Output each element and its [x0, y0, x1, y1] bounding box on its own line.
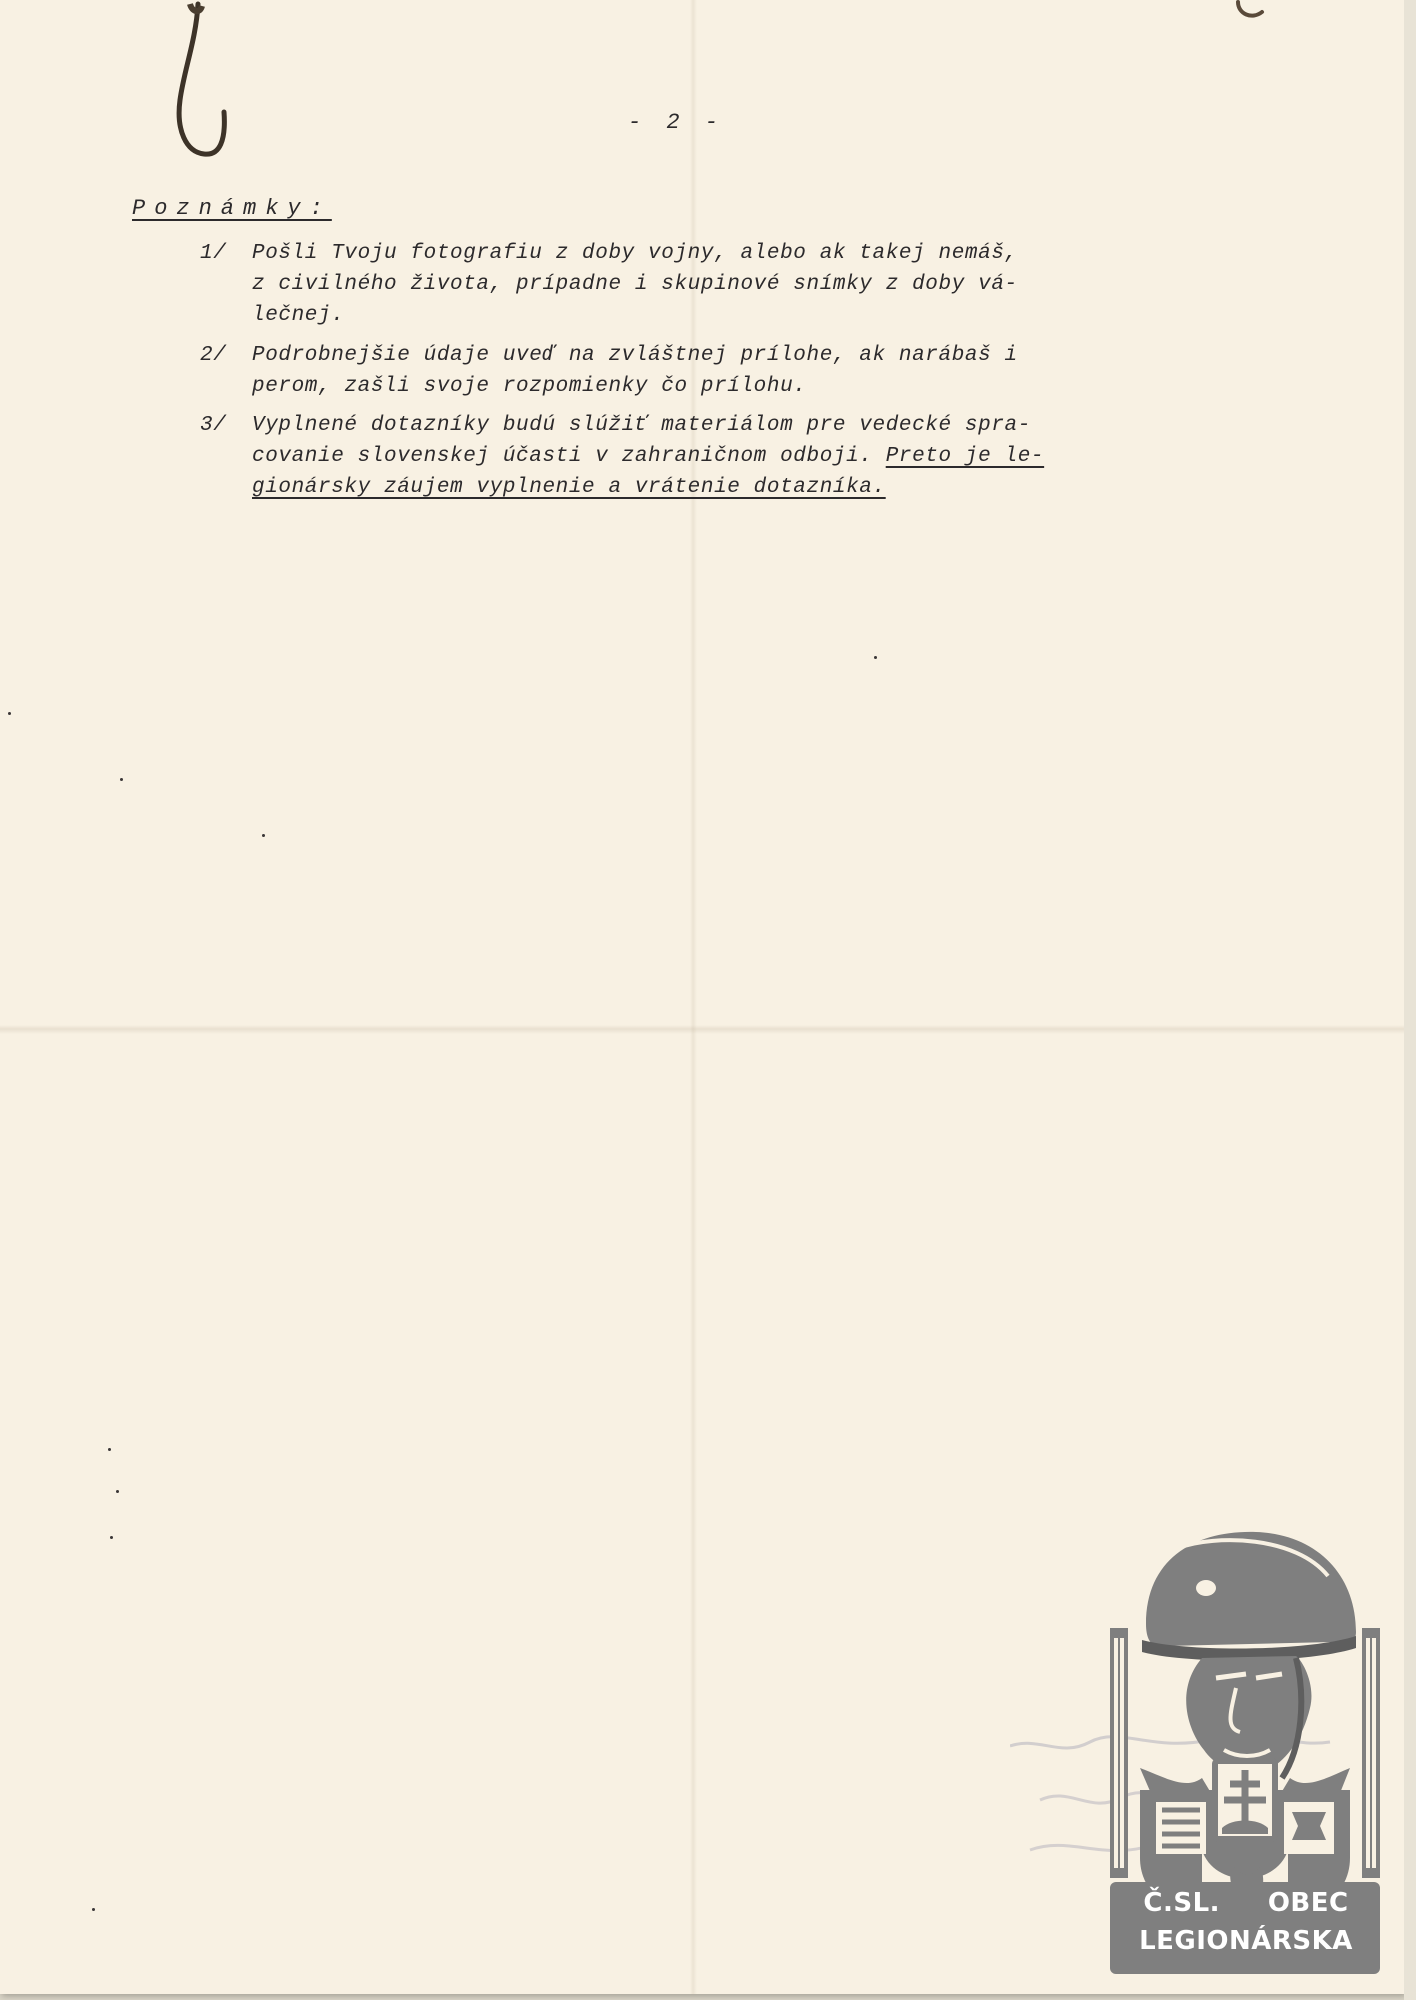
- note-item: [200, 238, 1290, 331]
- logo-text-left: Č.SL.: [1143, 1888, 1221, 1918]
- note-line: [200, 441, 1290, 472]
- note-line: Pošli Tvoju fotografiu z doby vojny, alebo ak takej nemáš,: [252, 242, 1018, 265]
- ink-speck: [262, 834, 265, 837]
- underlined-text: gionársky záujem vyplnenie a vrátenie dotazníka.: [252, 476, 886, 499]
- staple-mark: [160, 0, 240, 170]
- note-item: [200, 410, 1290, 503]
- ink-scuff: [1232, 0, 1272, 24]
- ink-speck: [110, 1536, 113, 1539]
- ink-speck: [874, 656, 877, 659]
- note-number: 2/: [200, 344, 227, 367]
- ink-speck: [120, 778, 123, 781]
- note-text: covanie slovenskej účasti v zahraničnom odboji.: [252, 445, 886, 468]
- note-number: 1/: [200, 242, 227, 265]
- note-item: [200, 340, 1290, 402]
- scan-edge: [1404, 0, 1416, 2000]
- note-line: [200, 472, 1290, 503]
- ink-speck: [8, 712, 11, 715]
- ink-speck: [108, 1448, 111, 1451]
- page-number: - 2 -: [628, 110, 725, 135]
- logo-text-right: OBEC: [1267, 1888, 1349, 1918]
- note-line: lečnej.: [252, 304, 345, 327]
- logo-text-line1: [1114, 1888, 1378, 1918]
- ink-speck: [92, 1908, 95, 1911]
- logo-text-line2: LEGIONÁRSKA: [1139, 1926, 1353, 1956]
- note-line: z civilného života, prípadne i skupinové snímky z doby vá-: [252, 273, 1018, 296]
- notes-heading: Poznámky:: [132, 196, 332, 221]
- note-line: Vyplnené dotazníky budú slúžiť materiálom pre vedecké spra-: [252, 414, 1031, 437]
- note-line: Podrobnejšie údaje uveď na zvláštnej prílohe, ak narábaš i: [252, 344, 1018, 367]
- note-number: 3/: [200, 414, 227, 437]
- note-line: perom, zašli svoje rozpomienky čo prílohu.: [252, 375, 807, 398]
- ink-speck: [116, 1490, 119, 1493]
- underlined-text: Preto je le-: [885, 445, 1045, 468]
